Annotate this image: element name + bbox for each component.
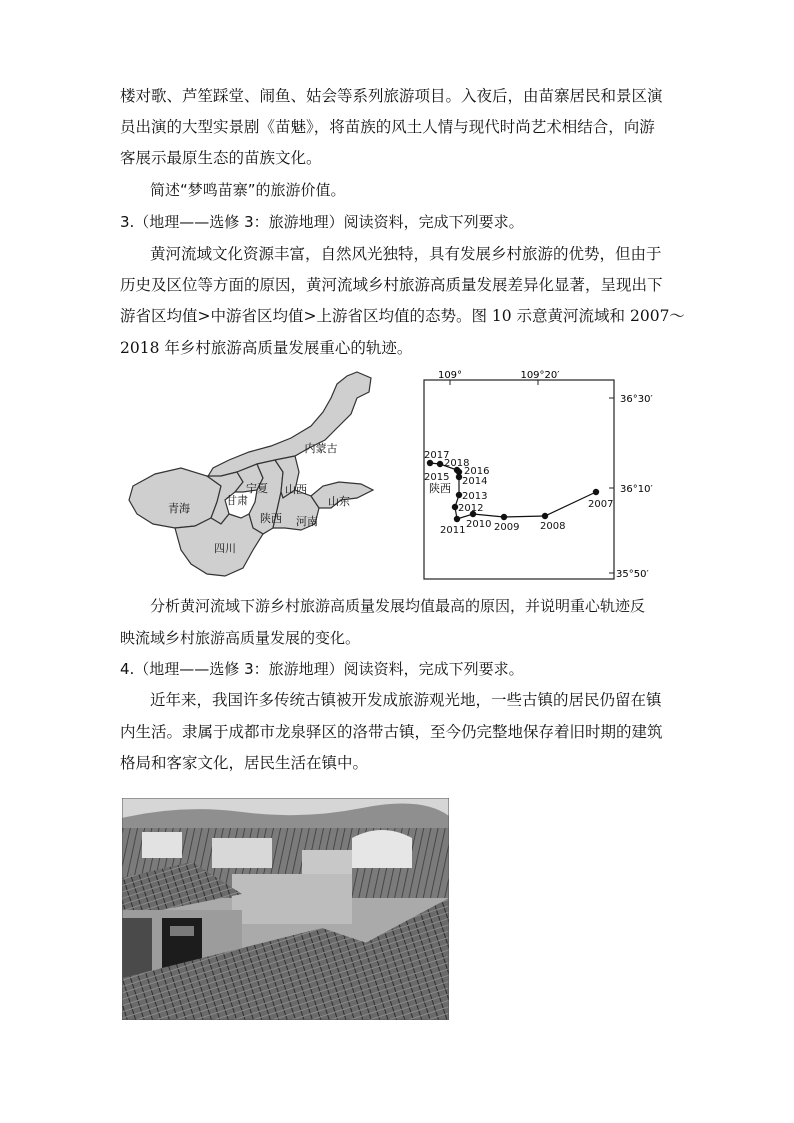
year-label: 2013 — [462, 491, 488, 502]
year-label: 2010 — [466, 519, 492, 530]
map-label-qinghai: 青海 — [168, 502, 190, 515]
map-label-ningxia: 宁夏 — [246, 482, 268, 495]
text-line: 黄河流域文化资源丰富，自然风光独特，具有发展乡村旅游的优势，但由于 — [150, 245, 662, 263]
track-point — [454, 516, 460, 522]
x-tick-label: 109° — [437, 370, 463, 381]
town-rooftops-photo — [122, 798, 449, 1020]
province-qinghai — [129, 468, 221, 528]
year-label: 2014 — [462, 476, 488, 487]
province-map — [125, 368, 385, 583]
text-line: 楼对歌、芦笙踩堂、闹鱼、姑会等系列旅游项目。入夜后，由苗寨居民和景区演 — [120, 87, 663, 105]
y-tick-label: 36°30′ — [620, 394, 653, 405]
year-label: 2016 — [464, 466, 490, 477]
text-line: 历史及区位等方面的原因，黄河流域乡村旅游高质量发展差异化显著，呈现出下 — [120, 276, 663, 294]
y-tick-label: 35°50′ — [616, 569, 649, 580]
track-point — [437, 461, 443, 467]
map-label-shandong: 山东 — [328, 495, 350, 508]
track-point — [542, 513, 548, 519]
map-label-henan: 河南 — [296, 515, 318, 528]
question-heading: 3.（地理——选修 3：旅游地理）阅读资料，完成下列要求。 — [120, 213, 524, 231]
text-line: 内生活。隶属于成都市龙泉驿区的洛带古镇，至今仍完整地保存着旧时期的建筑 — [120, 723, 663, 741]
track-point — [501, 514, 507, 520]
question-prompt: 映流域乡村旅游高质量发展的变化。 — [120, 629, 361, 647]
map-label-sichuan: 四川 — [214, 542, 236, 555]
year-label: 2012 — [458, 503, 484, 514]
text-line: 2018 年乡村旅游高质量发展重心的轨迹。 — [120, 339, 413, 357]
text-line: 客展示最原生态的苗族文化。 — [120, 149, 322, 167]
track-frame — [424, 380, 614, 579]
year-label: 2007 — [588, 499, 614, 510]
map-label-neimenggu: 内蒙古 — [304, 442, 338, 455]
centroid-track-chart — [420, 368, 670, 583]
map-label-gansu: 甘肃 — [226, 494, 248, 507]
question-heading: 4.（地理——选修 3：旅游地理）阅读资料，完成下列要求。 — [120, 660, 524, 678]
question-prompt: 分析黄河流域下游乡村旅游高质量发展均值最高的原因，并说明重心轨迹反 — [150, 597, 646, 615]
year-label: 2008 — [540, 521, 566, 532]
map-label-shaanxi: 陕西 — [260, 512, 282, 525]
text-line: 近年来，我国许多传统古镇被开发成旅游观光地，一些古镇的居民仍留在镇 — [150, 691, 662, 709]
shaanxi-label: 陕西 — [429, 482, 451, 495]
year-label: 2017 — [424, 450, 450, 461]
year-label: 2015 — [424, 472, 450, 483]
year-label: 2011 — [440, 525, 466, 536]
track-point — [593, 489, 599, 495]
year-label: 2009 — [494, 522, 520, 533]
text-line: 格局和客家文化，居民生活在镇中。 — [120, 754, 369, 772]
x-tick-label: 109°20′ — [520, 370, 560, 381]
map-label-shanxi: 山西 — [285, 483, 307, 496]
year-label: 2018 — [444, 458, 470, 469]
text-line: 游省区均值>中游省区均值>上游省区均值的态势。图 10 示意黄河流域和 2007～ — [120, 307, 685, 325]
text-line: 员出演的大型实景剧《苗魅》，将苗族的风土人情与现代时尚艺术相结合，向游 — [120, 118, 655, 136]
y-tick-label: 36°10′ — [620, 484, 653, 495]
question-prompt: 简述“梦鸣苗寨”的旅游价值。 — [150, 181, 346, 199]
